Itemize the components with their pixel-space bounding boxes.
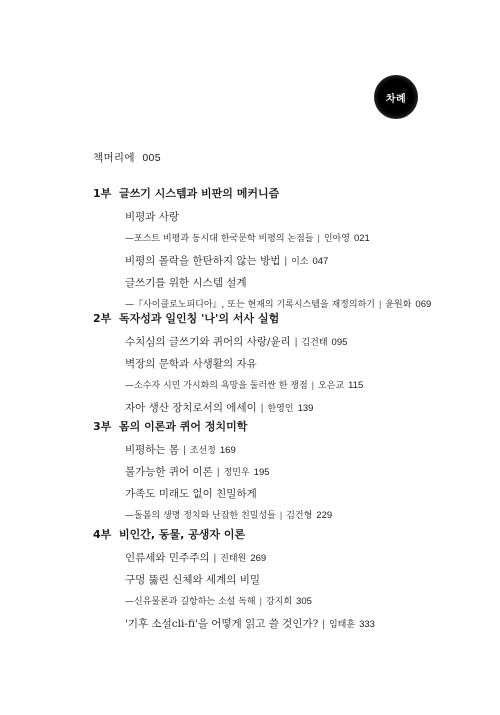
part-heading[interactable]	[93, 185, 473, 201]
entry-page: 095	[331, 337, 348, 348]
entry-page: 229	[316, 510, 333, 521]
toc-entry[interactable]	[125, 464, 270, 479]
entry-author: 정민우	[223, 468, 250, 478]
entry-title: 가족도 미래도 없이 친밀하게	[125, 488, 257, 500]
toc-entry[interactable]	[125, 253, 328, 268]
entry-title: '기후 소설cli-fi'을 어떻게 읽고 쓸 것인가?	[125, 618, 319, 630]
entry-title: —소수자 시민 가시화의 욕망을 둘러싼 한 쟁점	[125, 381, 308, 391]
entry-author: 강지희	[265, 597, 293, 607]
toc-entry[interactable]	[125, 334, 347, 349]
toc-entry[interactable]	[125, 550, 266, 565]
entry-author: 김건태	[301, 338, 328, 348]
entry-separator: |	[311, 380, 315, 390]
entry-author: 김건형	[286, 511, 313, 521]
part-heading[interactable]	[93, 310, 473, 326]
entry-author: 인아영	[323, 234, 350, 244]
entry-separator: |	[259, 596, 262, 606]
entry-author: 이소	[291, 257, 309, 267]
entry-page: 139	[297, 403, 314, 414]
entry-author: 한영인	[267, 404, 294, 414]
toc-entry[interactable]	[125, 594, 312, 607]
contents-badge: 차례	[374, 75, 418, 119]
entry-title: 인류세와 민주주의	[125, 552, 210, 564]
entry-title: 비평의 몰락을 한탄하지 않는 방법	[125, 255, 281, 267]
entry-title: 수치심의 글쓰기와 퀴어의 사랑/윤리	[125, 336, 291, 348]
entry-title: 불가능한 퀴어 이론	[125, 466, 213, 478]
entry-title: —신유물론과 길항하는 소설 독해	[125, 597, 256, 607]
entry-page: 021	[353, 233, 370, 244]
entry-title: 비평하는 몸	[125, 444, 180, 456]
part-title: 몸의 이론과 퀴어 정치미학	[119, 420, 248, 433]
entry-separator: |	[213, 552, 217, 564]
part-heading[interactable]	[93, 418, 473, 434]
toc-entry[interactable]	[125, 231, 370, 244]
entry-separator: |	[279, 510, 283, 520]
entry-author: 오은교	[318, 381, 345, 391]
preface-entry[interactable]	[93, 150, 161, 165]
entry-separator: |	[378, 299, 382, 309]
toc-entry[interactable]	[125, 400, 313, 415]
toc-entry[interactable]	[125, 356, 257, 371]
entry-title: 글쓰기를 위한 시스템 설계	[125, 277, 247, 289]
preface-title: 책머리에	[93, 152, 135, 164]
toc-entry[interactable]	[125, 209, 179, 224]
part-title: 비인간, 동물, 공생자 이론	[119, 528, 246, 541]
entry-title: —『사이클로노피디아』, 또는 현재의 기록시스템을 재정의하기	[125, 300, 375, 310]
part-number: 3부	[93, 420, 112, 433]
part-number: 1부	[93, 187, 112, 200]
entry-separator: |	[183, 444, 186, 456]
entry-page: 195	[253, 467, 270, 478]
entry-page: 169	[219, 445, 236, 456]
entry-author: 윤원화	[385, 300, 412, 310]
entry-author: 임태훈	[328, 620, 356, 630]
entry-separator: |	[317, 233, 320, 243]
entry-page: 069	[415, 299, 432, 310]
toc-entry[interactable]	[125, 508, 332, 521]
part-title: 독자성과 일인칭 '나'의 서사 실험	[119, 312, 280, 325]
entry-title: 비평과 사랑	[125, 211, 180, 223]
part-number: 2부	[93, 312, 112, 325]
part-heading[interactable]	[93, 526, 473, 542]
entry-separator: |	[284, 255, 288, 267]
entry-separator: |	[216, 466, 220, 478]
entry-page: 269	[250, 553, 267, 564]
toc-entry[interactable]	[125, 378, 363, 391]
toc-entry[interactable]	[125, 486, 257, 501]
entry-title: 벽장의 문학과 사생활의 자유	[125, 358, 257, 370]
preface-page: 005	[142, 152, 161, 164]
entry-title: 자아 생산 장치로서의 에세이	[125, 402, 257, 414]
entry-title: —돌봄의 생명 정치와 난잡한 친밀성들	[125, 511, 276, 521]
entry-author: 진태원	[220, 554, 247, 564]
entry-separator: |	[322, 618, 325, 630]
toc-entry[interactable]	[125, 297, 431, 310]
toc-entry[interactable]	[125, 572, 260, 587]
entry-page: 115	[348, 380, 364, 391]
entry-page: 047	[312, 256, 329, 267]
part-number: 4부	[93, 528, 112, 541]
entry-page: 305	[296, 596, 312, 607]
entry-page: 333	[359, 619, 375, 630]
toc-entry[interactable]	[125, 616, 375, 631]
part-title: 글쓰기 시스템과 비판의 메커니즘	[119, 187, 280, 200]
toc-entry[interactable]	[125, 442, 236, 457]
entry-separator: |	[294, 336, 298, 348]
entry-separator: |	[260, 402, 264, 414]
toc-entry[interactable]	[125, 275, 247, 290]
entry-author: 조선정	[189, 446, 216, 456]
entry-title: 구멍 뚫린 신체와 세계의 비밀	[125, 574, 261, 586]
entry-title: —포스트 비평과 동시대 한국문학 비평의 논점들	[125, 234, 314, 244]
